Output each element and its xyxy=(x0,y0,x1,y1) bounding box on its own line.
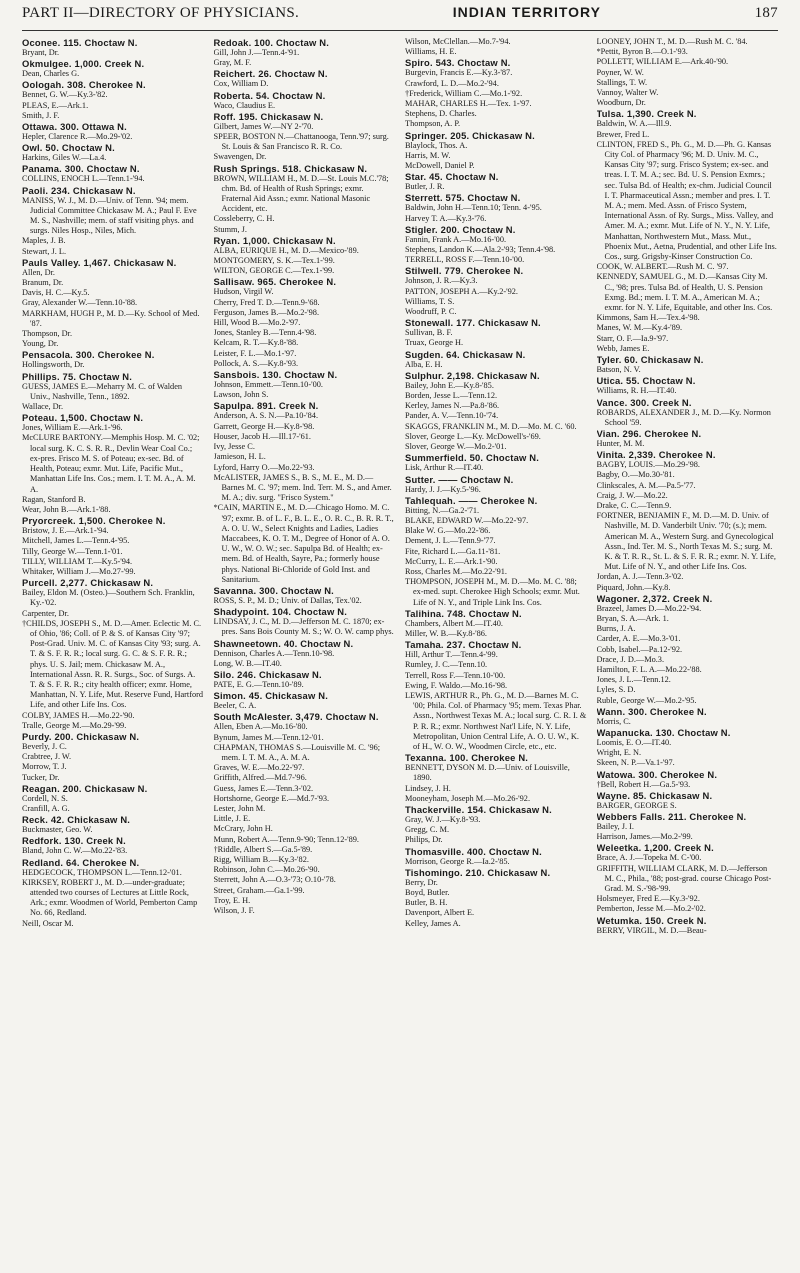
physician-entry: Long, W. B.—IT.40. xyxy=(213,658,282,668)
physician-entry: Morrow, T. J. xyxy=(22,762,67,772)
physician-entry: Jamieson, H. L. xyxy=(213,452,266,462)
physician-entry: Loomis, E. O.—IT.40. xyxy=(596,737,672,747)
physician-entry: Young, Dr. xyxy=(22,339,59,349)
physician-entry: Waco, Claudius E. xyxy=(213,100,276,110)
physician-entry: Cranfill, A. G. xyxy=(22,803,70,813)
physician-entry: Lisk, Arthur R.—IT.40. xyxy=(405,463,484,473)
physician-entry: Graves, W. E.—Mo.22-'97. xyxy=(213,763,305,773)
physician-entry: Johnson, Emmett.—Tenn.10-'00. xyxy=(213,380,323,390)
physician-entry: Griffith, Alfred.—Md.7-'96. xyxy=(213,773,307,783)
town-heading: Summerfield. 50. Choctaw N. xyxy=(405,452,540,464)
town-heading: Shadypoint. 104. Choctaw N. xyxy=(213,606,348,618)
physician-entry: Stephens, Landon K.—Ala.2-'93; Tenn.4-'98. xyxy=(405,245,556,255)
physician-entry: Kelley, James A. xyxy=(405,918,461,928)
physician-entry: Jones, J. L.—Tenn.12. xyxy=(596,675,671,685)
physician-entry: Guess, James E.—Tenn.3-'02. xyxy=(213,783,314,793)
town-heading: South McAlester. 3,479. Choctaw N. xyxy=(213,711,379,723)
physician-entry: Ruble, George W.—Mo.2-'95. xyxy=(596,695,697,705)
physician-entry: Sullivan, B. F. xyxy=(405,328,453,338)
physician-entry: ALBA, EURIQUE H., M. D.—Mexico-'89. xyxy=(213,245,359,255)
physician-entry: Bristow, J. E.—Ark.1-'94. xyxy=(22,526,109,536)
town-heading: Sapulpa. 891. Creek N. xyxy=(213,400,319,412)
town-heading: Okmulgee. 1,000. Creek N. xyxy=(22,58,145,70)
physician-entry: Jordan, A. J.—Tenn.3-'02. xyxy=(596,572,684,582)
town-heading: Shawneetown. 40. Choctaw N. xyxy=(213,637,354,649)
town-heading: Watowa. 300. Cherokee N. xyxy=(596,768,718,780)
town-heading: Weleetka. 1,200. Creek N. xyxy=(596,842,714,854)
town-heading: Purcell. 2,277. Chickasaw N. xyxy=(22,577,154,589)
physician-entry: CHAPMAN, THOMAS S.—Louisville M. C. '96; mem. I. T. M. A., A. M. A. xyxy=(213,742,381,762)
physician-entry: Hill, Arthur T.—Tenn.4-'99. xyxy=(405,650,498,660)
town-heading: Roff. 195. Chickasaw N. xyxy=(213,110,324,122)
physician-entry: Harrison, James.—Mo.2-'99. xyxy=(596,832,693,842)
physician-entry: Slover, George L.—Ky. McDowell's-'69. xyxy=(405,431,541,441)
physician-entry: Jones, Stanley B.—Tenn.4-'98. xyxy=(213,328,317,338)
physician-entry: Swavengen, Dr. xyxy=(213,152,267,162)
town-heading: Simon. 45. Chickasaw N. xyxy=(213,690,329,702)
physician-entry: Williams, R. H.—IT.40. xyxy=(596,386,677,396)
physician-entry: Hunter, M. M. xyxy=(596,438,645,448)
town-heading: Tahlequah. —— Cherokee N. xyxy=(405,494,538,506)
physician-entry: Holsmeyer, Fred E.—Ky.3-'92. xyxy=(596,894,700,904)
physician-entry: Bailey, John E.—Ky.8-'85. xyxy=(405,380,494,390)
town-heading: Savanna. 300. Choctaw N. xyxy=(213,584,334,596)
physician-entry: BLAKE, EDWARD W.—Mo.22-'97. xyxy=(405,515,529,525)
physician-entry: Bagby, O.—Mo.30-'81. xyxy=(596,470,675,480)
physician-entry: Ivy, Jesse C. xyxy=(213,442,255,452)
physician-entry: *Pettit, Byron B.—O.1-'93. xyxy=(596,47,688,57)
physician-entry: Stallings, T. W. xyxy=(596,77,648,87)
town-heading: Vinita. 2,339. Cherokee N. xyxy=(596,449,716,461)
physician-entry: PATE, E. G.—Tenn.10-'89. xyxy=(213,679,304,689)
physician-entry: Webb, James E. xyxy=(596,343,650,353)
page-number: 187 xyxy=(754,5,778,21)
town-heading: Pryorcreek. 1,500. Cherokee N. xyxy=(22,515,166,527)
physician-entry: WILTON, GEORGE C.—Tex.1-'99. xyxy=(213,266,335,276)
column-2 xyxy=(214,37,396,1265)
physician-entry: Batson, N. V. xyxy=(596,365,641,375)
physician-entry: Butler, B. H. xyxy=(405,898,448,908)
physician-entry: Lyford, Harry O.—Mo.22-'93. xyxy=(213,462,315,472)
physician-entry: LEWIS, ARTHUR R., Ph. G., M. D.—Barnes M. C. '00; Phila. Col. of Pharmacy '95; mem. Texas Phar. Assn., Northwest Texas M. A.; local surg. C. R. I. & P. R. R.; exmr. Northwest Nat'l Life, N. Y. Life, Metropolitan, Union Central Life, A. O. U. W., K. of H., W. O. W., Woodmen Circle, etc., etc. xyxy=(405,690,587,751)
town-heading: Roberta. 54. Choctaw N. xyxy=(213,89,326,101)
physician-entry: †CHILDS, JOSEPH S., M. D.—Amer. Eclectic M. C. of Ohio, '86; Coll. of P. & S. of Kansas City '97; Post-Grad. Univ. M. C. of Kansas City '93; surg. A. T. & S. F. R. R.; local surg. G. C. & S. F. R. R.; phys. U. S. Jail; mem. Chickasaw M. A., International Assn. R. R. Surgs., Soc. of Surgs. A. T. & S. F. R. R.; city health officer; exmr. Home, Manhattan, N. Y. Life, Mut. Reserve Fund, Hartford Life, and other Life Ins. Cos. xyxy=(22,618,204,710)
town-heading: Owl. 50. Choctaw N. xyxy=(22,142,115,154)
physician-entry: Cobb, Isabel.—Pa.12-'92. xyxy=(596,644,683,654)
town-heading: Sutter. —— Choctaw N. xyxy=(405,473,514,485)
physician-entry: Butler, J. R. xyxy=(405,182,445,192)
physician-entry: Kimmons, Sam H.—Tex.4-'98. xyxy=(596,313,700,323)
physician-entry: †Riddle, Albert S.—Ga.5-'89. xyxy=(213,844,313,854)
physician-entry: BAGBY, LOUIS.—Mo.29-'98. xyxy=(596,460,700,470)
town-heading: Wagoner. 2,372. Creek N. xyxy=(596,592,713,604)
town-heading: Panama. 300. Choctaw N. xyxy=(22,163,140,175)
physician-entry: Cossleberry, C. H. xyxy=(213,214,275,224)
town-heading: Purdy. 200. Chickasaw N. xyxy=(22,730,140,742)
town-heading: Stigler. 200. Choctaw N. xyxy=(405,223,516,235)
physician-entry: Kelcam, R. T.—Ky.8-'88. xyxy=(213,338,299,348)
physician-entry: Mitchell, James L.—Tenn.4-'95. xyxy=(22,536,130,546)
physician-entry: BERRY, VIRGIL, M. D.—Beau- xyxy=(596,925,707,935)
town-heading: Springer. 205. Chickasaw N. xyxy=(405,129,535,141)
town-heading: Redland. 64. Cherokee N. xyxy=(22,856,140,868)
physician-entry: HEDGECOCK, THOMPSON L.—Tenn.12-'01. xyxy=(22,867,182,877)
physician-entry: Wallace, Dr. xyxy=(22,402,64,412)
page-header xyxy=(22,4,778,31)
town-heading: Oologah. 308. Cherokee N. xyxy=(22,79,146,91)
town-heading: Oconee. 115. Choctaw N. xyxy=(22,37,138,48)
physician-entry: Pander, A. V.—Tenn.10-'74. xyxy=(405,411,499,421)
physician-entry: Bailey, J. I. xyxy=(596,822,634,831)
town-heading: Reichert. 26. Choctaw N. xyxy=(213,68,328,80)
physician-entry: Poyner, W. W. xyxy=(596,67,644,77)
physician-entry: Burns, J. A. xyxy=(596,624,636,634)
physician-entry: MAHAR, CHARLES H.—Tex. 1-'97. xyxy=(405,99,532,109)
physician-entry: SPEER, BOSTON N.—Chattanooga, Tenn.'97; surg. St. Louis & San Francisco R. R. Co. xyxy=(213,132,389,152)
physician-entry: Munn, Robert A.—Tenn.9-'90; Tenn.12-'89. xyxy=(213,834,359,844)
physician-entry: Bryan, S. A.—Ark. 1. xyxy=(596,613,669,623)
physician-entry: Hollingsworth, Dr. xyxy=(22,360,85,370)
physician-entry: McCLURE BARTONY.—Memphis Hosp. M. C. '02; local surg. K. C. S. R. R., Devlin Wear Coal Co.; ex-pres. Frisco M. S. of Poteau; ex-sec. Bd. of Health, Poteau; exmr. Mut. Life, Pacific Mut., Manhattan Life Ins. Cos.; mem. I. T. M. A., A. M. A. xyxy=(22,433,200,494)
physician-entry: Hortshorne, George E.—Md.7-'93. xyxy=(213,793,330,803)
physician-entry: Hardy, J. J.—Ky.5-'96. xyxy=(405,484,481,494)
part-title: PART II—DIRECTORY OF PHYSICIANS. xyxy=(22,5,300,21)
town-heading: Ottawa. 300. Ottawa N. xyxy=(22,121,127,133)
physician-entry: Lester, John M. xyxy=(213,803,266,813)
physician-entry: Bryant, Dr. xyxy=(22,48,60,57)
physician-entry: Starr, O. F.—Ia.9-'97. xyxy=(596,333,669,343)
physician-entry: Thompson, A. P. xyxy=(405,119,461,129)
physician-entry: ROSS, S. P., M. D.; Univ. of Dallas, Tex.'02. xyxy=(213,595,362,605)
physician-entry: Wilson, J. F. xyxy=(213,906,255,916)
physician-entry: McCurry, L. E.—Ark.1-'90. xyxy=(405,556,498,566)
column-3 xyxy=(405,37,587,1265)
physician-entry: Bynum, James M.—Tenn.12-'01. xyxy=(213,732,324,742)
town-heading: Pauls Valley. 1,467. Chickasaw N. xyxy=(22,256,177,268)
physician-entry: Bland, John C. W.—Mo.22-'83. xyxy=(22,846,128,856)
physician-entry: FORTNER, BENJAMIN F., M. D.—M. D. Univ. of Nashville, M. D. Vanderbilt Univ. '70; (s.); mem. American M. A., Western Surg. and Gynecological Assn., Ind. Ter. M. S., North Texas M. S.; surg. M. K. & T. R. R., St. L. & S. F. R. R.; exmr. N. Y. Life, Mut. Life of N. Y., and other Life Ins. Cos. xyxy=(596,511,776,572)
physician-entry: Little, J. E. xyxy=(213,814,251,824)
physician-entry: Berry, Dr. xyxy=(405,877,438,887)
physician-entry: Tucker, Dr. xyxy=(22,772,60,782)
town-heading: Webbers Falls. 211. Cherokee N. xyxy=(596,811,747,822)
physician-entry: Smith, J. F. xyxy=(22,110,60,120)
physician-entry: Cherry, Fred T. D.—Tenn.9-'68. xyxy=(213,297,320,307)
physician-entry: Maples, J. B. xyxy=(22,236,66,246)
physician-entry: Truax, George H. xyxy=(405,338,464,348)
physician-entry: Woodruff, P. C. xyxy=(405,307,457,317)
physician-entry: MARKHAM, HUGH P., M. D.—Ky. School of Med. '87. xyxy=(22,308,200,328)
physician-entry: Gray, W. J.—Ky.8-'93. xyxy=(405,814,481,824)
directory-columns xyxy=(22,37,778,1265)
physician-entry: Carder, A. E.—Mo.3-'01. xyxy=(596,634,681,644)
physician-entry: Lawson, John S. xyxy=(213,390,269,400)
town-heading: Sulphur. 2,198. Chickasaw N. xyxy=(405,369,540,381)
physician-entry: Beverly, J. C. xyxy=(22,741,67,751)
physician-entry: CLINTON, FRED S., Ph. G., M. D.—Ph. G. Kansas City Col. of Pharmacy '96; M. D. Univ. M. C., Kansas City '97; surg. Frisco System; ex-sec. and treas. I. T. M. A.; sec. Bd. U. S. Pension Exmrs.; sec. Tulsa Bd. of Health; ex-chm. Judicial Council I. T. Pharmaceutical Assn.; member and pres. I. T. M. A.; mem. Med. Assn. of Frisco System, International Assn. of Ry. Surgs., Miss. Valley, and Amer. M. A.; exmr. Mut. Life of N. Y., N. Y. Life, Manhattan, Northwestern Mut., Mass. Mut., Phoenix Mut., Aetna, Prudential, and other Life Ins. Cos., surg. Grigsby-Kinser Construction Co. xyxy=(596,139,777,262)
physician-entry: Lindsey, J. H. xyxy=(405,783,451,793)
physician-entry: Whitaker, William J.—Mo.27-'99. xyxy=(22,566,136,576)
physician-entry: Blaylock, Thos. A. xyxy=(405,140,468,150)
physician-entry: Morris, C. xyxy=(596,716,631,726)
town-heading: Wetumka. 150. Creek N. xyxy=(596,914,707,926)
physician-entry: Buckmaster, Geo. W. xyxy=(22,825,93,835)
physician-entry: Drace, J. D.—Mo.3. xyxy=(596,654,665,664)
physician-entry: Kerley, James N.—Pa.8-'86. xyxy=(405,401,500,411)
physician-entry: Cox, William D. xyxy=(213,79,269,89)
physician-entry: Philips, Dr. xyxy=(405,835,443,845)
physician-entry: Wear, John B.—Ark.1-'88. xyxy=(22,504,111,514)
physician-entry: Drake, C. C.—Tenn.9. xyxy=(596,500,672,510)
town-heading: Sterrett. 575. Choctaw N. xyxy=(405,192,521,204)
physician-entry: KENNEDY, SAMUEL G., M. D.—Kansas City M. C., '98; pres. Tulsa Bd. of Health, U. S. Pension Exmg. Bd.; mem. I. T. M. A., American M. A.; exmr. for N. Y. Life, Equitable, and other Ins. Cos. xyxy=(596,272,773,313)
town-heading: Ryan. 1,000. Chickasaw N. xyxy=(213,234,336,246)
physician-entry: Williams, H. E. xyxy=(405,47,457,57)
physician-entry: Hill, Wood B.—Mo.2-'97. xyxy=(213,318,301,328)
physician-entry: Rigg, William B.—Ky.3-'82. xyxy=(213,855,309,864)
column-4 xyxy=(597,37,779,1265)
physician-entry: Ewing, F. Waldo.—Mo.16-'98. xyxy=(405,680,508,690)
physician-entry: Alba, E. H. xyxy=(405,359,443,369)
town-heading: Talihina. 748. Choctaw N. xyxy=(405,607,522,619)
physician-entry: Craig, J. W.—Mo.22. xyxy=(596,490,668,500)
physician-entry: Johnson, J. R.—Ky.3. xyxy=(405,276,478,286)
physician-entry: *CAIN, MARTIN E., M. D.—Chicago Homo. M. C. '97; exmr. B. of L. F., B. L. E., O. R. C., B. R. R. T., A. O. U. W., Select Knights and Ladies, Ladies Maccabees, K. O. T. M., Degree of Honor of A. O. U. W., W. O. W.; sec. Sapulpa Bd. of Health; ex-mem. Bd. of Health, Sayre, Pa.; formerly house phys. National Bi-Chloride of Gold Inst. and Sanitarium. xyxy=(213,503,394,584)
physician-entry: Blake W. G.—Mo.22-'86. xyxy=(405,526,491,536)
physician-entry: Crawford, L. D.—Mo.2-'94. xyxy=(405,78,499,88)
physician-entry: McALISTER, JAMES S., B. S., M. E., M. D.—Barnes M. C. '97; mem. Ind. Terr. M. S., and Amer. M. A.; div. surg. "Frisco System." xyxy=(213,472,392,503)
physician-entry: COOK, W. ALBERT.—Rush M. C. '97. xyxy=(596,262,729,272)
physician-entry: Allen, Dr. xyxy=(22,267,55,277)
physician-entry: Bennet, G. W.—Ky.3-'82. xyxy=(22,90,108,100)
physician-entry: Piquard, John.—Ky.8. xyxy=(596,582,671,592)
physician-entry: BROWN, WILLIAM H., M. D.—St. Louis M.C.'78; chm. Bd. of Health of Rush Springs; exmr. Fraternal Aid Assn.; exmr. National Masonic Accident, etc. xyxy=(213,173,389,214)
town-heading: Vian. 296. Cherokee N. xyxy=(596,427,702,439)
physician-entry: LINDSAY, J. C., M. D.—Jefferson M. C. 1870; ex-pres. Sans Bois County M. S.; W. O. W. camp phys. xyxy=(213,617,394,637)
physician-entry: SKAGGS, FRANKLIN M., M. D.—Mo. M. C. '60. xyxy=(405,421,577,431)
physician-entry: Manes, W. M.—Ky.4-'89. xyxy=(596,323,683,333)
physician-entry: Lyles, S. D. xyxy=(596,685,636,695)
physician-entry: Carpenter, Dr. xyxy=(22,608,69,618)
physician-entry: Tralle, George M.—Mo.29-'99. xyxy=(22,720,127,730)
physician-entry: Dement, J. L.—Tenn.9-'77. xyxy=(405,536,496,546)
physician-entry: MONTGOMERY, S. K.—Tex.1-'99. xyxy=(213,256,335,266)
town-heading: Stonewall. 177. Chickasaw N. xyxy=(405,317,541,329)
physician-entry: POLLETT, WILLIAM E.—Ark.40-'90. xyxy=(596,57,729,67)
physician-entry: Cordell, N. S. xyxy=(22,793,68,803)
town-heading: Sallisaw. 965. Cherokee N. xyxy=(213,276,337,288)
physician-entry: Stumm, J. xyxy=(213,224,247,234)
town-heading: Redoak. 100. Choctaw N. xyxy=(213,37,330,48)
town-heading: Rush Springs. 518. Chickasaw N. xyxy=(213,162,368,174)
physician-entry: Vannoy, Walter W. xyxy=(596,88,659,98)
physician-entry: GUESS, JAMES E.—Meharry M. C. of Walden Univ., Nashville, Tenn., 1892. xyxy=(22,381,183,401)
town-heading: Wapanucka. 130. Choctaw N. xyxy=(596,726,731,738)
region-title: INDIAN TERRITORY xyxy=(452,4,601,20)
physician-entry: COLLINS, ENOCH L.—Tenn.1-'94. xyxy=(22,174,145,184)
column-1 xyxy=(22,37,204,1265)
physician-entry: Troy, E. H. xyxy=(213,895,251,905)
physician-entry: Gray, Alexander W.—Tenn.10-'88. xyxy=(22,298,138,308)
town-heading: Tamaha. 237. Choctaw N. xyxy=(405,639,522,651)
town-heading: Tulsa. 1,390. Creek N. xyxy=(596,108,697,120)
physician-entry: Baldwin, John H.—Tenn.10; Tenn. 4-'95. xyxy=(405,203,542,213)
physician-entry: McDowell, Daniel P. xyxy=(405,161,475,171)
town-heading: Silo. 246. Chickasaw N. xyxy=(213,668,322,680)
physician-entry: Williams, T. S. xyxy=(405,296,455,306)
physician-entry: Skeen, N. P.—Va.1-'97. xyxy=(596,758,675,768)
town-heading: Sansbois. 130. Choctaw N. xyxy=(213,369,338,381)
physician-entry: Harris, M. W. xyxy=(405,150,451,160)
physician-entry: Pollock, A. S.—Ky.8-'93. xyxy=(213,358,299,368)
physician-entry: Bailey, Eldon M. (Osteo.)—Southern Sch. Franklin, Ky.-'02. xyxy=(22,588,195,608)
town-heading: Phillips. 75. Choctaw N. xyxy=(22,370,133,382)
physician-entry: Harvey T. A.—Ky.3-'76. xyxy=(405,213,487,223)
physician-entry: Mooneyham, Joseph M.—Mo.26-'92. xyxy=(405,793,531,803)
physician-entry: Thompson, Dr. xyxy=(22,329,73,339)
town-heading: Redfork. 130. Creek N. xyxy=(22,835,126,847)
physician-entry: Baldwin, W. A.—Ill.9. xyxy=(596,119,672,129)
physician-entry: †Frederick, William C.—Mo.1-'92. xyxy=(405,88,523,98)
physician-entry: THOMPSON, JOSEPH M., M. D.—Mo. M. C. '88; ex-med. supt. Cherokee High Schools; exmr. Mut. Life of N. Y., and Triple Link Ins. Cos. xyxy=(405,577,580,607)
town-heading: Star. 45. Choctaw N. xyxy=(405,171,499,183)
physician-entry: Tilly, George W.—Tenn.1-'01. xyxy=(22,546,123,556)
physician-entry: Crabtree, J. W. xyxy=(22,752,72,762)
physician-entry: Brace, A. J.—Topeka M. C-'00. xyxy=(596,853,702,863)
physician-entry: Ferguson, James B.—Mo.2-'98. xyxy=(213,307,320,317)
physician-entry: Clinkscales, A. M.—Pa.5-'77. xyxy=(596,480,696,490)
physician-entry: Gray, M. F. xyxy=(213,58,252,68)
physician-entry: Hudson, Virgil W. xyxy=(213,287,274,297)
physician-entry: †Bell, Robert H.—Ga.5-'93. xyxy=(596,779,691,789)
town-heading: Thomasville. 400. Choctaw N. xyxy=(405,845,542,857)
physician-entry: Ross, Charles M.—Mo.22-'91. xyxy=(405,566,507,576)
physician-entry: Neill, Oscar M. xyxy=(22,918,74,928)
physician-entry: Davis, H. C.—Ky.5. xyxy=(22,288,90,298)
town-heading: Reagan. 200. Chickasaw N. xyxy=(22,782,148,794)
physician-entry: Garrett, George H.—Ky.8-'98. xyxy=(213,421,315,431)
town-heading: Wann. 300. Cherokee N. xyxy=(596,705,707,717)
physician-entry: Fite, Richard L.—Ga.11-'81. xyxy=(405,546,501,556)
physician-entry: Beeler, C. A. xyxy=(213,701,257,711)
town-heading: Vance. 300. Creek N. xyxy=(596,396,692,408)
physician-entry: PLEAS, E.—Ark.1. xyxy=(22,100,89,110)
physician-entry: Anderson, A. S. N.—Pa.10-'84. xyxy=(213,411,319,421)
town-heading: Spiro. 543. Choctaw N. xyxy=(405,57,511,69)
physician-entry: BENNETT, DYSON M. D.—Univ. of Louisville, 1890. xyxy=(405,763,570,783)
physician-entry: ROBARDS, ALEXANDER J., M. D.—Ky. Normon School '59. xyxy=(596,407,771,427)
physician-entry: Gill, John J.—Tenn.4-'91. xyxy=(213,48,300,57)
physician-entry: Boyd, Butler. xyxy=(405,888,450,897)
physician-entry: Wilson, McClellan.—Mo.7-'94. xyxy=(405,37,511,46)
physician-entry: Brewer, Fred L. xyxy=(596,129,650,139)
town-heading: Paoli. 234. Chickasaw N. xyxy=(22,184,136,196)
physician-entry: Dennison, Charles A.—Tenn.10-'98. xyxy=(213,648,335,658)
physician-entry: Ragan, Stanford B. xyxy=(22,494,86,504)
physician-entry: Borden, Jesse L.—Tenn.12. xyxy=(405,391,498,401)
physician-entry: Slover, George W.—Mo.2-'01. xyxy=(405,442,507,452)
town-heading: Reck. 42. Chickasaw N. xyxy=(22,814,131,826)
physician-entry: Davenport, Albert E. xyxy=(405,908,475,918)
physician-entry: Gregg, C. M. xyxy=(405,825,450,835)
physician-entry: Chambers, Albert M.—IT.40. xyxy=(405,618,504,628)
physician-entry: Robinson, John C.—Mo.26-'90. xyxy=(213,865,320,875)
physician-entry: GRIFFITH, WILLIAM CLARK, M. D.—Jefferson M. C., Phila., '88; post-grad. course Chicago Post-Grad. M. S.-'98-'99. xyxy=(596,863,772,894)
physician-entry: Wright, E. N. xyxy=(596,748,642,758)
town-heading: Pensacola. 300. Cherokee N. xyxy=(22,349,155,361)
physician-entry: Jones, William E.—Ark.1-'96. xyxy=(22,423,123,433)
physician-entry: Dean, Charles G. xyxy=(22,69,80,79)
physician-entry: Terrell, Ross F.—Tenn.10-'00. xyxy=(405,670,506,680)
physician-entry: Fannin, Frank A.—Mo.16-'00. xyxy=(405,234,507,244)
physician-entry: Rumley, J. C.—Tenn.10. xyxy=(405,660,488,670)
physician-entry: COLBY, JAMES H.—Mo.22-'90. xyxy=(22,710,135,720)
physician-entry: TILLY, WILLIAM T.—Ky.5-'94. xyxy=(22,556,133,566)
physician-entry: Morrison, George R.—Ia.2-'85. xyxy=(405,856,510,866)
physician-entry: MANISS, W. J., M. D.—Univ. of Tenn. '94; mem. Judicial Committee Chickasaw M. A.; Paul F. Eve M. S., Nashville; mem. of staff visiting phys. and surgs. Niles Hosp., Niles, Mich. xyxy=(22,195,197,236)
physician-entry: Miller, W. B.—Ky.8-'86. xyxy=(405,628,487,638)
town-heading: Stilwell. 779. Cherokee N. xyxy=(405,265,524,277)
physician-entry: PATTON, JOSEPH A.—Ky.2-'92. xyxy=(405,286,518,296)
town-heading: Poteau. 1,500. Choctaw N. xyxy=(22,412,144,424)
town-heading: Sugden. 64. Chickasaw N. xyxy=(405,348,526,360)
town-heading: Tyler. 60. Chickasaw N. xyxy=(596,354,704,366)
physician-entry: Branum, Dr. xyxy=(22,278,64,288)
physician-entry: BARGER, GEORGE S. xyxy=(596,800,677,810)
physician-entry: Sterrett, John A.—O.3-'73; O.10-'78. xyxy=(213,875,336,885)
town-heading: Utica. 55. Choctaw N. xyxy=(596,375,696,387)
town-heading: Wayne. 85. Chickasaw N. xyxy=(596,789,713,801)
physician-entry: KIRKSEY, ROBERT J., M. D.—under-graduate; attended two courses of Lectures at Little Rock, Ark.; exmr. Woodmen of World, Pemberton Camp No. 66, Redland. xyxy=(22,877,198,918)
town-heading: Thackerville. 154. Chickasaw N. xyxy=(405,803,552,815)
physician-entry: LOONEY, JOHN T., M. D.—Rush M. C. '84. xyxy=(596,37,748,46)
physician-entry: Brazeel, James D.—Mo.22-'94. xyxy=(596,603,702,613)
physician-entry: Leister, F. L.—Mo.1-'97. xyxy=(213,348,297,358)
physician-entry: Burgevin, Francis E.—Ky.3-'87. xyxy=(405,68,513,78)
town-heading: Tishomingo. 210. Chickasaw N. xyxy=(405,866,551,878)
physician-entry: Gilbert, James W.—NY 2-'70. xyxy=(213,121,314,131)
physician-entry: Hepler, Clarence R.—Mo.29-'02. xyxy=(22,132,133,142)
physician-entry: Bitting, N.—Ga.2-'71. xyxy=(405,505,480,515)
physician-entry: Hamilton, F. L. A.—Mo.22-'88. xyxy=(596,664,702,674)
physician-entry: Street, Graham.—Ga.1-'99. xyxy=(213,885,305,895)
physician-entry: Allen, Eben A.—Mo.16-'80. xyxy=(213,722,308,732)
physician-entry: Stewart, J. L. xyxy=(22,246,67,256)
physician-entry: Houser, Jacob H.—Ill.17-'61. xyxy=(213,431,311,441)
town-heading: Texanna. 100. Cherokee N. xyxy=(405,752,529,764)
physician-entry: TERRELL, ROSS F.—Tenn.10-'00. xyxy=(405,255,525,265)
physician-entry: Stephens, D. Charles. xyxy=(405,109,477,119)
physician-entry: McCrary, John H. xyxy=(213,824,273,834)
physician-entry: Pemberton, Jesse M.—Mo.2-'02. xyxy=(596,904,706,914)
physician-entry: Harkins, Giles W.—La.4. xyxy=(22,153,107,163)
physician-entry: Woodburn, Dr. xyxy=(596,98,646,108)
